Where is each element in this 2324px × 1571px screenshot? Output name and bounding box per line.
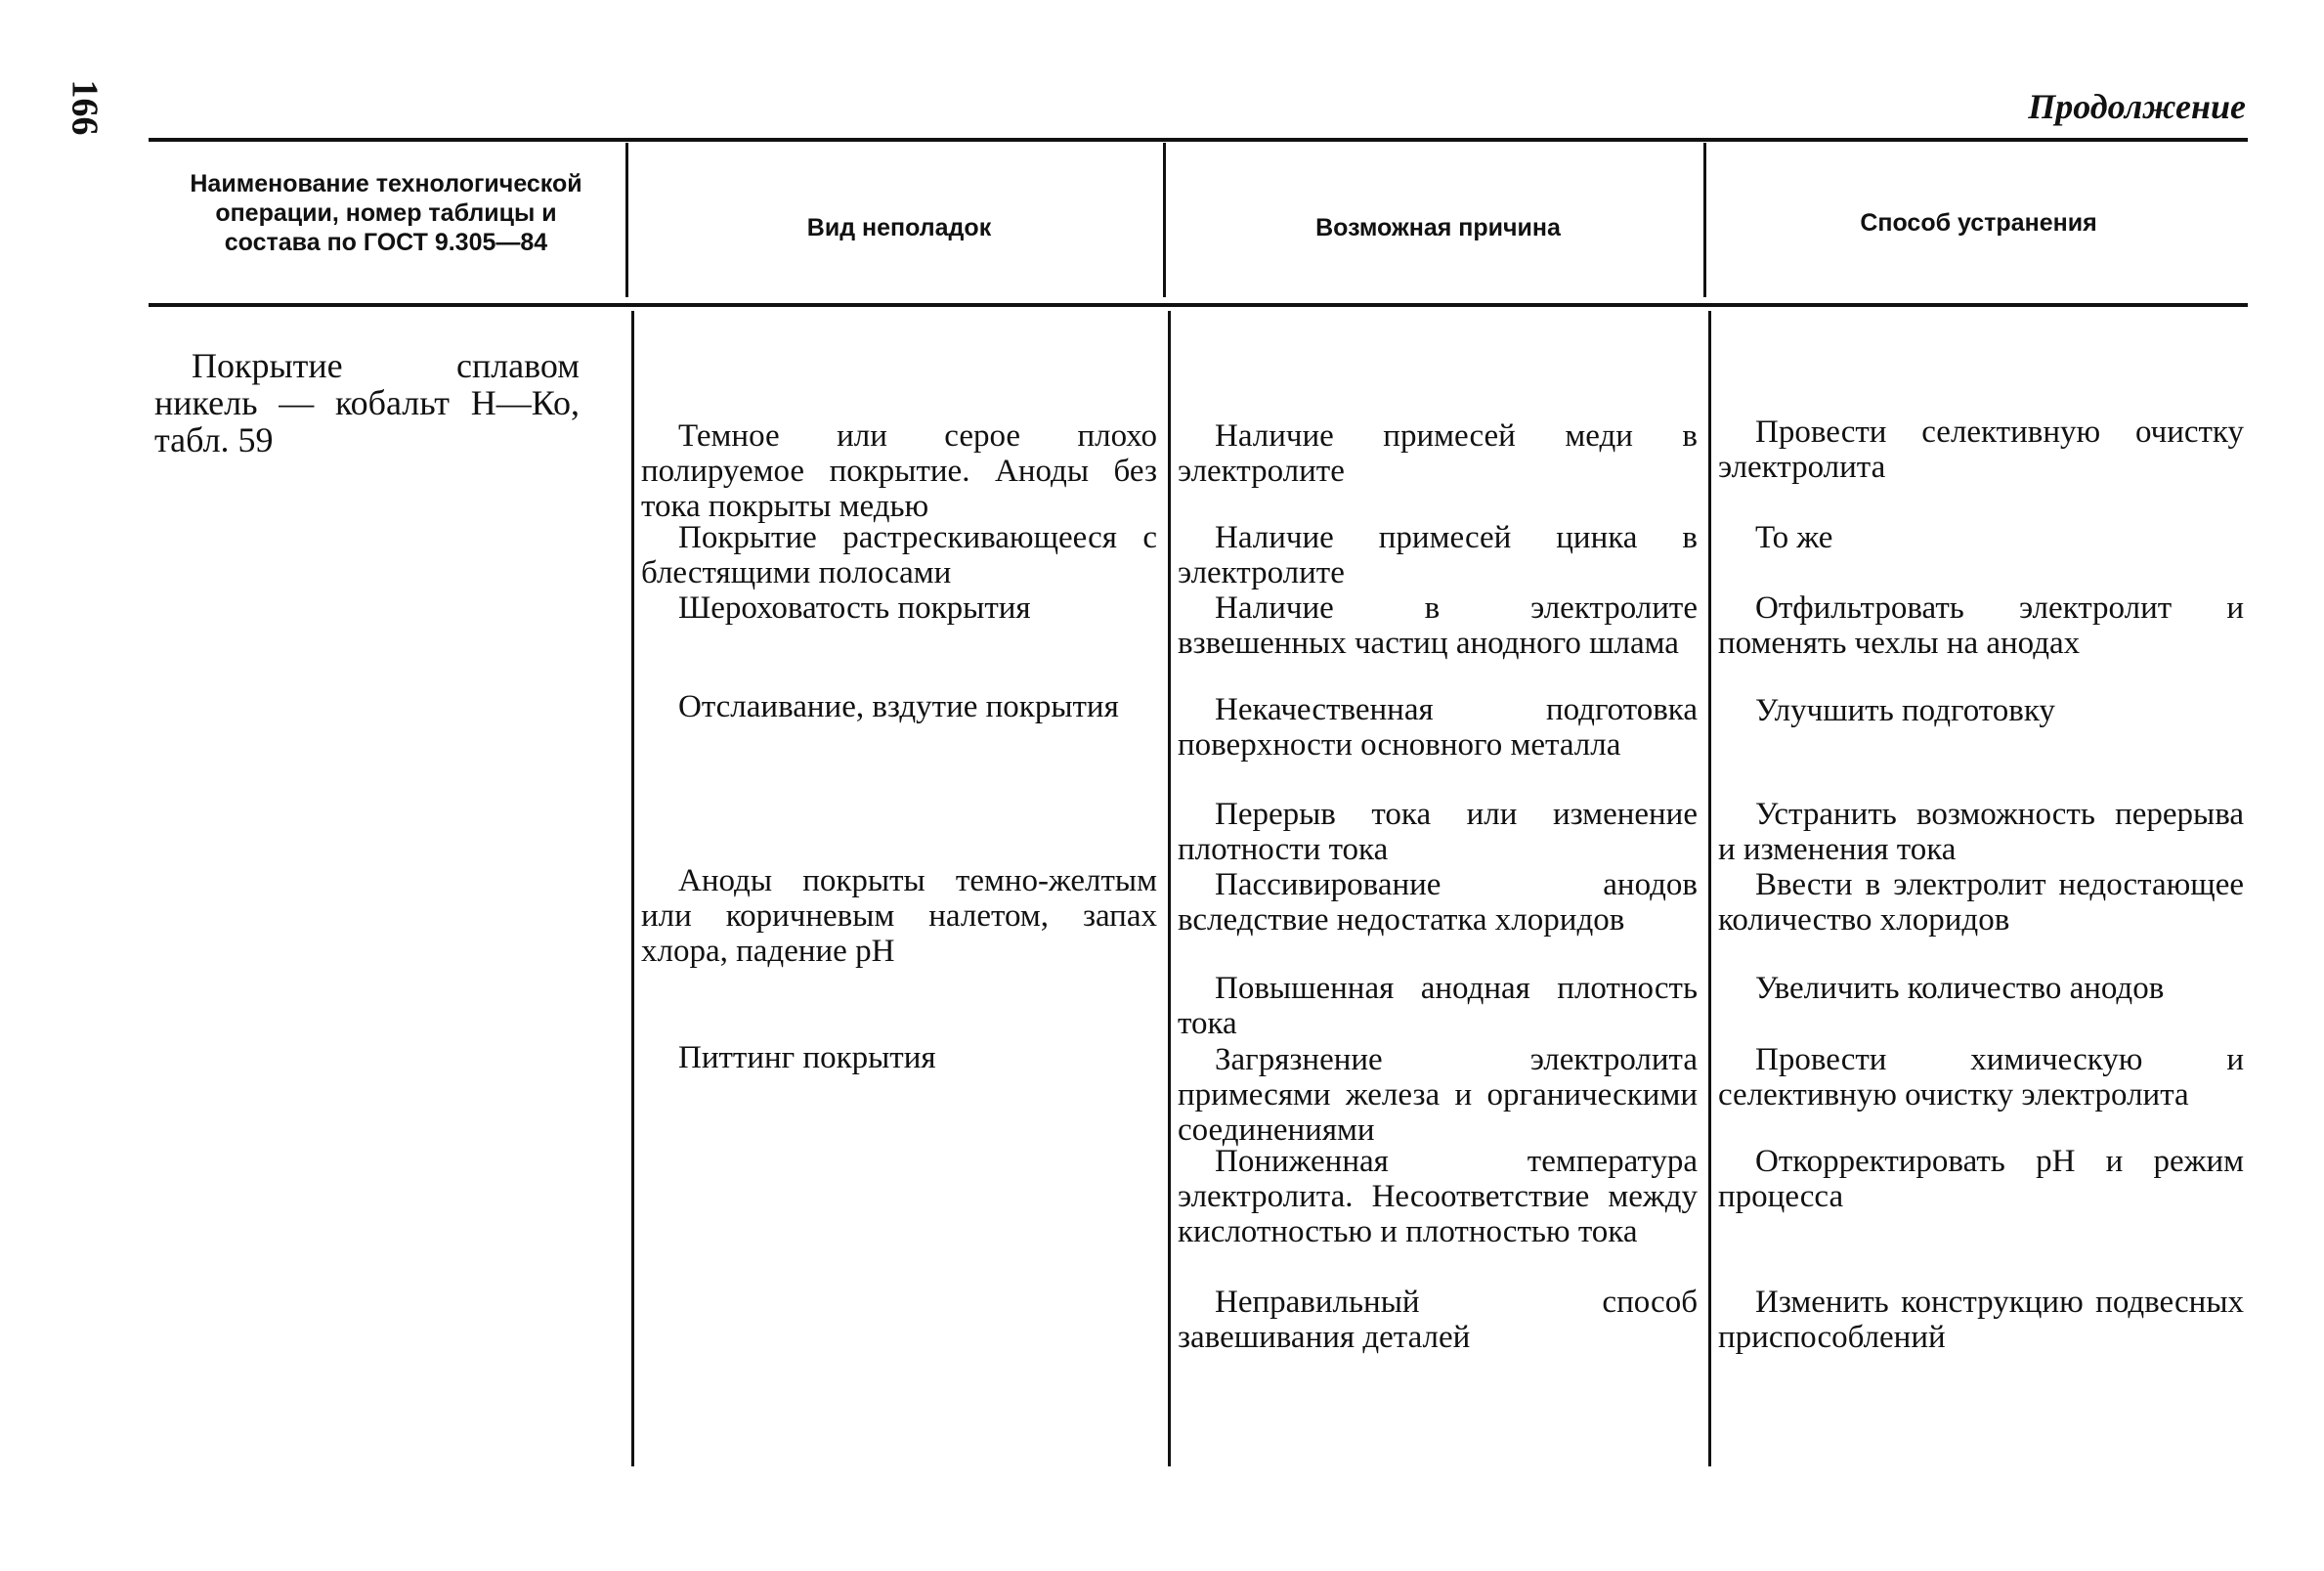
defect-item: Темное или серое плохо полируемое покрытие. Аноды без тока покрыты медью xyxy=(641,418,1157,524)
remedy-item: Изменить конструкцию подвесных приспособлений xyxy=(1718,1285,2244,1355)
remedy-item: Улучшить подготовку xyxy=(1755,693,2055,728)
operation-name: Покрытие сплавом никель — кобальт Н—Ко, табл. 59 xyxy=(154,346,580,459)
remedy-item: Увеличить количество анодов xyxy=(1755,971,2165,1006)
defect-item: Аноды покрыты темно-желтым или коричневым налетом, запах хлора, падение pH xyxy=(641,863,1157,969)
cause-item: Загрязнение электролита примесями железа и органическими соединениями xyxy=(1178,1042,1698,1148)
column-divider-3 xyxy=(1703,143,1706,297)
column-divider-2-body xyxy=(1168,311,1171,1466)
header-remedy: Способ устранения xyxy=(1860,209,2097,237)
header-defect-type: Вид неполадок xyxy=(806,214,992,241)
table-top-rule xyxy=(149,138,2248,142)
column-divider-1-body xyxy=(631,311,634,1466)
cause-item: Пассивирование анодов вследствие недостатка хлоридов xyxy=(1178,867,1698,938)
cause-item: Наличие примесей меди в электролите xyxy=(1178,418,1698,489)
column-divider-3-body xyxy=(1708,311,1711,1466)
remedy-item: Провести селективную очистку электролита xyxy=(1718,415,2244,485)
cause-item: Неправильный способ завешивания деталей xyxy=(1178,1285,1698,1355)
cause-item: Пониженная температура электролита. Несоответствие между кислотностью и плотностью тока xyxy=(1178,1144,1698,1249)
defect-item: Шероховатость покрытия xyxy=(678,590,1031,626)
cause-item: Наличие в электролите взвешенных частиц анодного шлама xyxy=(1178,590,1698,661)
column-divider-2 xyxy=(1163,143,1166,297)
remedy-item: Откорректировать pH и режим процесса xyxy=(1718,1144,2244,1214)
defect-item: Отслаивание, вздутие покрытия xyxy=(678,689,1119,724)
page-number: 166 xyxy=(64,79,106,136)
continued-label: Продолжение xyxy=(2028,87,2246,126)
cause-item: Перерыв тока или изменение плотности тока xyxy=(1178,797,1698,867)
remedy-item: Отфильтровать электролит и поменять чехлы на анодах xyxy=(1718,590,2244,661)
remedy-item: То же xyxy=(1755,520,1833,555)
remedy-item: Устранить возможность перерыва и изменения тока xyxy=(1718,797,2244,867)
cause-item: Наличие примесей цинка в электролите xyxy=(1178,520,1698,590)
header-operation: Наименование технологической операции, номер таблицы и состава по ГОСТ 9.305—84 xyxy=(190,170,582,256)
header-possible-cause: Возможная причина xyxy=(1315,214,1561,241)
column-divider-1 xyxy=(625,143,628,297)
cause-item: Некачественная подготовка поверхности основного металла xyxy=(1178,692,1698,763)
header-bottom-rule xyxy=(149,303,2248,307)
remedy-item: Ввести в электролит недостающее количество хлоридов xyxy=(1718,867,2244,938)
defect-item: Питтинг покрытия xyxy=(678,1040,936,1075)
defect-item: Покрытие растрескивающееся с блестящими полосами xyxy=(641,520,1157,590)
remedy-item: Провести химическую и селективную очистку электролита xyxy=(1718,1042,2244,1113)
cause-item: Повышенная анодная плотность тока xyxy=(1178,971,1698,1041)
